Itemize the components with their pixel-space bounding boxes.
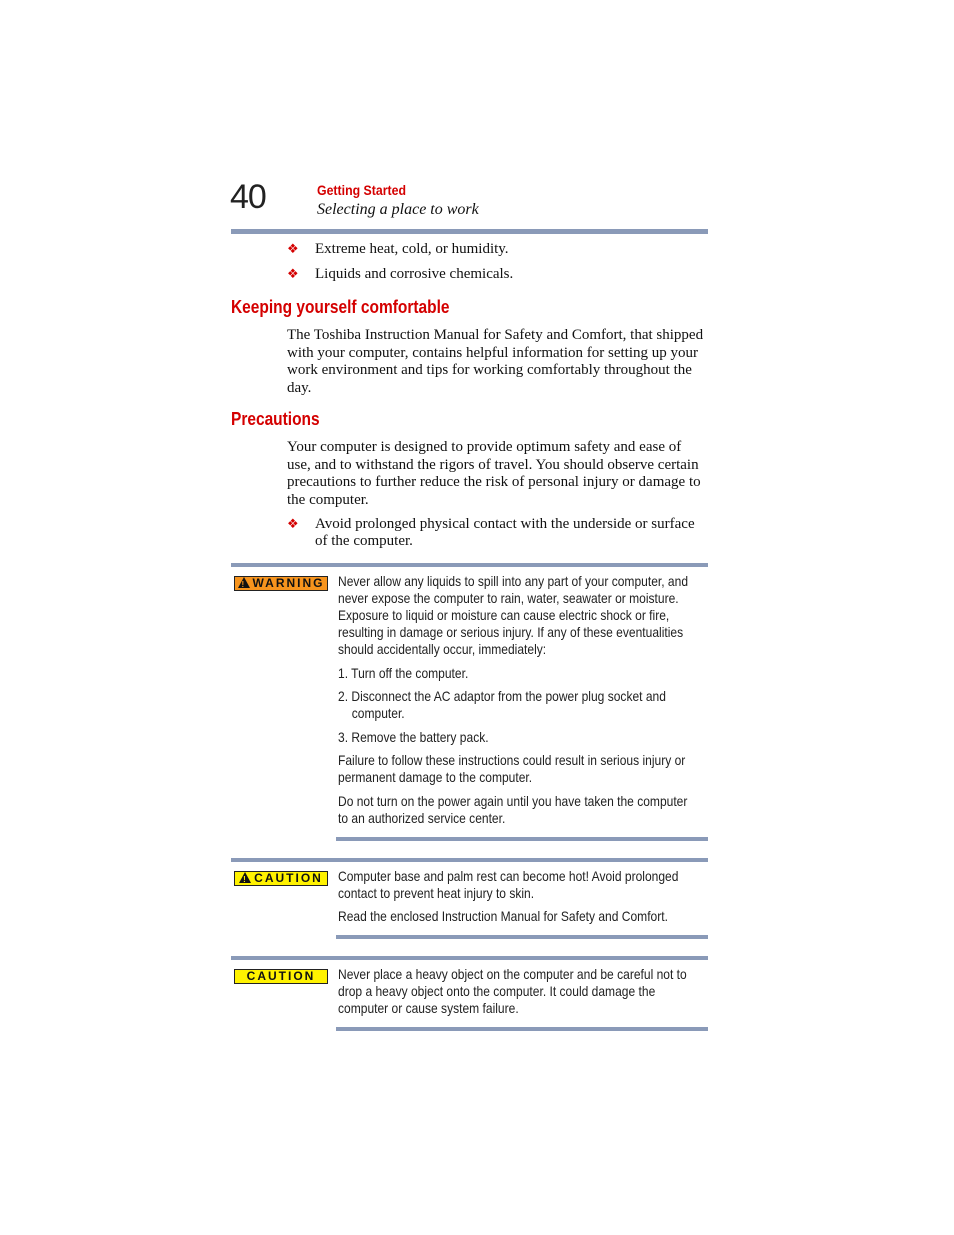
caution1-text: Computer base and palm rest can become hot! Avoid prolonged contact to prevent heat injury to skin. (338, 868, 679, 901)
warning-badge: !WARNING (234, 576, 328, 591)
caution-triangle-icon (239, 872, 251, 883)
caution2-text: Never place a heavy object on the computer and be careful not to drop a heavy object onto the computer. It could damage the computer or cause system failure. (338, 966, 687, 1016)
page-number: 40 (230, 178, 266, 216)
warning-step: 3. Remove the battery pack. (338, 729, 489, 745)
list-item: ❖ Liquids and corrosive chemicals. (287, 266, 514, 282)
section-title: Selecting a place to work (317, 201, 479, 218)
warning-failure: Failure to follow these instructions could result in serious injury or permanent damage to the computer. (338, 752, 686, 785)
warning-top-rule (231, 563, 708, 567)
list-item: ❖ Avoid prolonged physical contact with the underside or surface of the computer. (287, 516, 695, 549)
warning-step: 1. Turn off the computer. (338, 665, 469, 681)
caution1-bottom-rule (336, 935, 708, 939)
precautions-heading: Precautions (231, 409, 320, 429)
warning-step: 2. Disconnect the AC adaptor from the power plug socket and computer. (338, 688, 666, 721)
comfort-heading: Keeping yourself comfortable (231, 297, 450, 317)
caution1-top-rule (231, 858, 708, 862)
warning-bottom-rule (336, 837, 708, 841)
bullet-diamond-icon: ❖ (287, 517, 299, 532)
caution1-badge: !CAUTION (234, 871, 328, 886)
list-item: ❖ Extreme heat, cold, or humidity. (287, 241, 509, 257)
warning-intro: Never allow any liquids to spill into any part of your computer, and never expose the computer to rain, water, seawater or moisture. Exposure to liquid or moisture can cause electric shock or fire, resulting in damage or serious injury. If any of these eventualities should accidentally occur, immediately: (338, 573, 689, 657)
chapter-title: Getting Started (317, 182, 406, 198)
precautions-paragraph: Your computer is designed to provide optimum safety and ease of use, and to withstand the rigors of travel. You should observe certain precautions to further reduce the risk of personal injury or damage to the computer. (287, 439, 701, 508)
comfort-paragraph: The Toshiba Instruction Manual for Safety and Comfort, that shipped with your computer, contains helpful information for setting up your work environment and tips for working comfortably throughout the day. (287, 327, 704, 396)
bullet-diamond-icon: ❖ (287, 242, 299, 257)
warning-triangle-icon (238, 577, 250, 588)
header-divider (231, 229, 708, 234)
caution2-bottom-rule (336, 1027, 708, 1031)
caution1-text: Read the enclosed Instruction Manual for Safety and Comfort. (338, 908, 668, 924)
bullet-diamond-icon: ❖ (287, 267, 299, 282)
caution2-top-rule (231, 956, 708, 960)
caution2-badge: CAUTION (234, 969, 328, 984)
warning-service: Do not turn on the power again until you have taken the computer to an authorized service center. (338, 793, 688, 826)
